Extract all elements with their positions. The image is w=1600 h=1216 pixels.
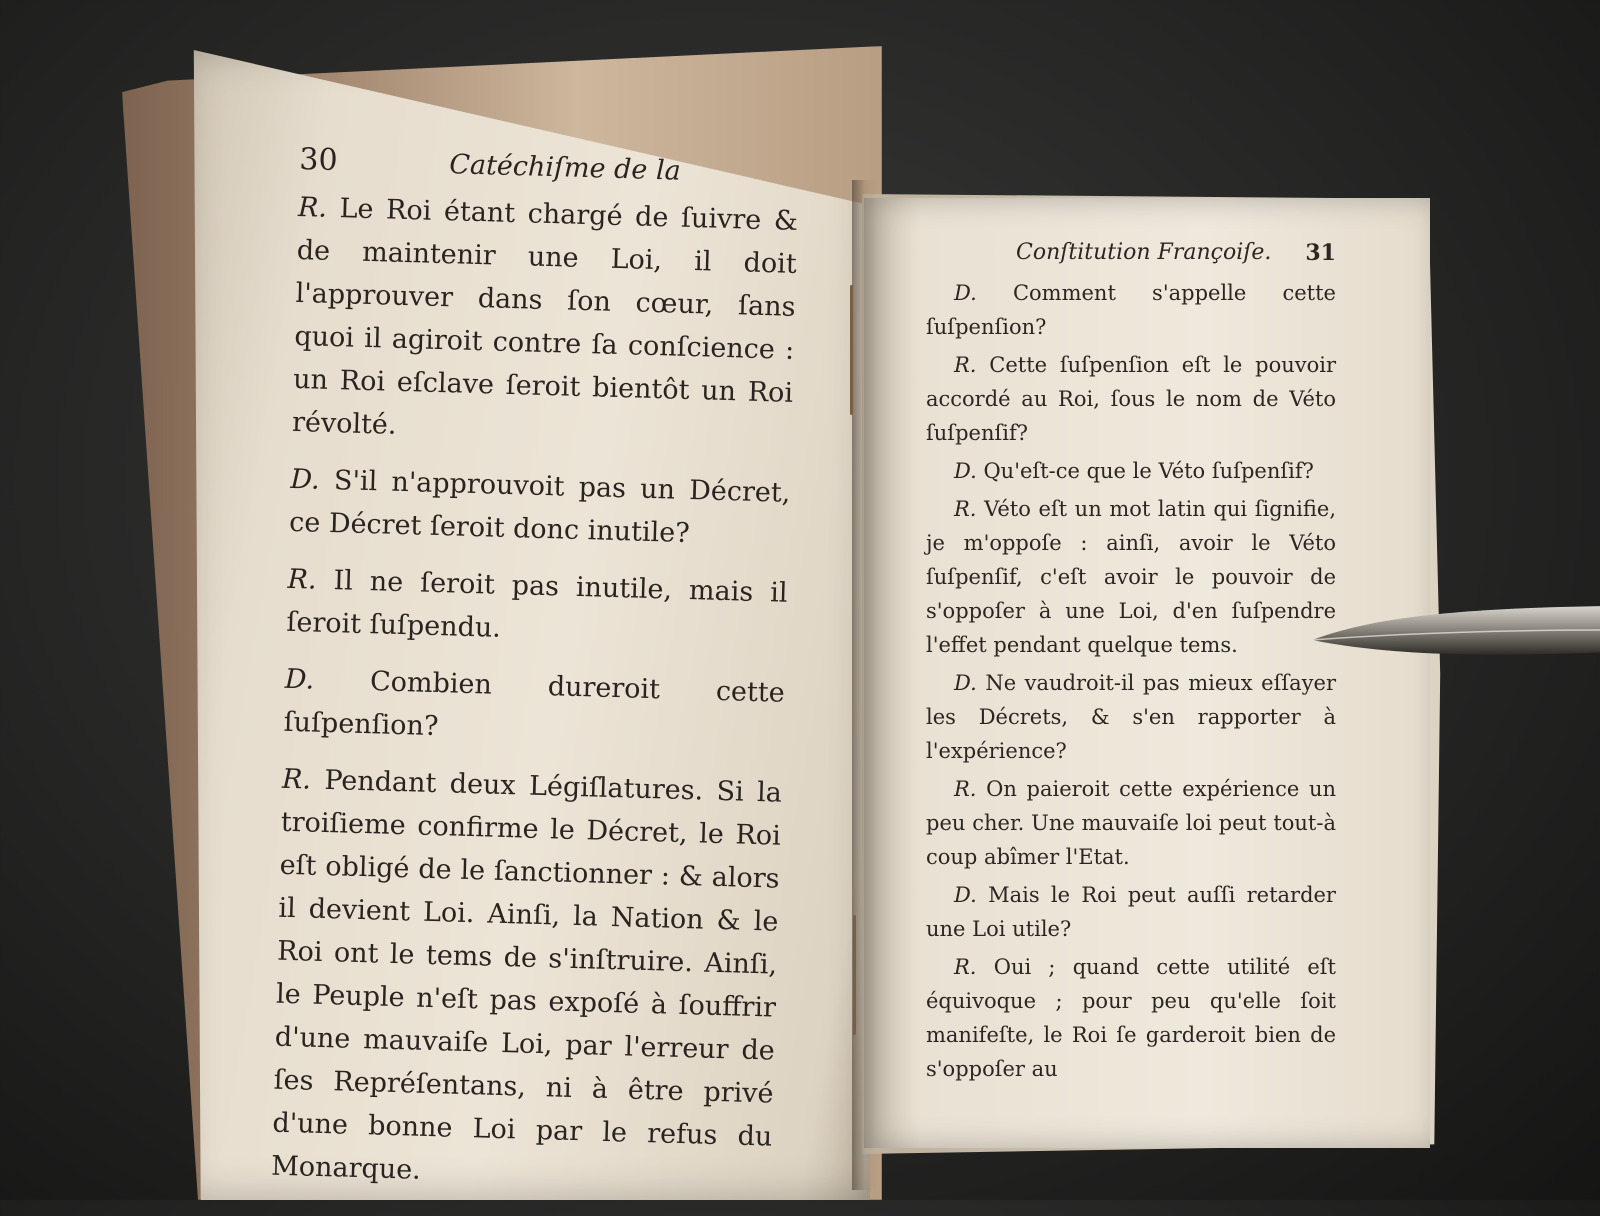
speaker-mark: R.: [297, 191, 328, 224]
left-paragraph: [286, 558, 788, 658]
right-paragraph: [926, 666, 1336, 768]
speaker-mark: D.: [290, 463, 321, 496]
speaker-mark: R.: [954, 353, 977, 377]
paragraph-text: Pendant deux Légiſlatures. Si la troiſieme confirme le Décret, le Roi eſt obligé de le ſanctionner : & alors il devient Loi. Ainſi, la Nation & le Roi ont le tems de s'inſtruire. Ainſi, le Peuple n'eſt pas expoſé à ſouffrir d'une mauvaiſe Loi, par l'erreur de ſes Repréſentans, ni à être privé d'une bonne Loi par le refus du Monarque.: [270, 764, 783, 1186]
right-paragraph: [926, 492, 1336, 662]
paragraph-text: Le Roi étant chargé de ſuivre & de maintenir une Loi, il doit l'approuver dans ſon cœur, ſans quoi il agiroit contre ſa conſcience : un Roi eſclave ſeroit bientôt un Roi révolté.: [291, 193, 799, 441]
right-paragraph: [926, 950, 1336, 1086]
speaker-mark: R.: [954, 497, 977, 521]
knife-blade-icon: [1312, 600, 1600, 670]
paragraph-text: Qu'eſt-ce que le Véto ſuſpenſif?: [983, 459, 1314, 483]
speaker-mark: R.: [287, 563, 318, 596]
paragraph-text: Il ne ſeroit pas inutile, mais il ſeroit ſuſpendu.: [286, 565, 788, 644]
left-paragraph: [283, 658, 785, 758]
speaker-mark: D.: [284, 663, 315, 696]
paragraph-text: On paieroit cette expérience un peu cher. Une mauvaiſe loi peut tout-à coup abîmer l'Etat.: [926, 777, 1336, 869]
right-page-text: [926, 236, 1336, 1090]
right-page-number: 31: [1305, 240, 1336, 266]
right-paragraph: [926, 878, 1336, 946]
speaker-mark: D.: [954, 671, 977, 695]
book-gutter: [852, 180, 878, 1190]
right-paragraph: [926, 772, 1336, 874]
paragraph-text: Véto eſt un mot latin qui ſignifie, je m'oppoſe : ainſi, avoir le Véto ſuſpenſif, c'eſt avoir le pouvoir de s'oppoſer à une Loi, d'en ſuſpendre l'effet pendant quelque tems.: [926, 497, 1336, 657]
speaker-mark: R.: [954, 955, 977, 979]
left-running-head: Catéchiſme de la: [448, 149, 682, 187]
binding-thread-top: [850, 285, 853, 415]
speaker-mark: R.: [954, 777, 977, 801]
left-paragraph: [291, 186, 798, 458]
paragraph-text: Oui ; quand cette utilité eſt équivoque ; pour peu qu'elle ſoit manifeſte, le Roi ſe garderoit bien de s'oppoſer au: [926, 955, 1336, 1081]
right-paragraph: [926, 348, 1336, 450]
paragraph-text: S'il n'approuvoit pas un Décret, ce Décret ſeroit donc inutile?: [288, 465, 791, 550]
right-running-head: Conſtitution Françoiſe.: [1016, 240, 1272, 265]
right-paragraph: [926, 454, 1336, 488]
speaker-mark: R.: [281, 763, 312, 796]
speaker-mark: D.: [954, 281, 977, 305]
binding-thread-bottom: [853, 915, 856, 1035]
paragraph-text: Mais le Roi peut auſſi retarder une Loi utile?: [926, 883, 1336, 941]
paragraph-text: Cette ſuſpenſion eſt le pouvoir accordé au Roi, ſous le nom de Véto ſuſpenſif?: [926, 353, 1337, 445]
left-page-number: 30: [298, 141, 339, 179]
left-page-text: [270, 138, 800, 1216]
speaker-mark: D.: [954, 459, 977, 483]
left-paragraph: [271, 758, 783, 1202]
paragraph-text: Ne vaudroit-il pas mieux eſſayer les Décrets, & s'en rapporter à l'expérience?: [926, 671, 1336, 763]
right-page-header: [926, 236, 1336, 270]
speaker-mark: D.: [954, 883, 977, 907]
right-paragraph: [926, 276, 1336, 344]
paragraph-text: Combien dureroit cette ſuſpenſion?: [283, 666, 786, 743]
left-paragraph: [289, 458, 791, 558]
paragraph-text: Comment s'appelle cette ſuſpenſion?: [926, 281, 1336, 339]
